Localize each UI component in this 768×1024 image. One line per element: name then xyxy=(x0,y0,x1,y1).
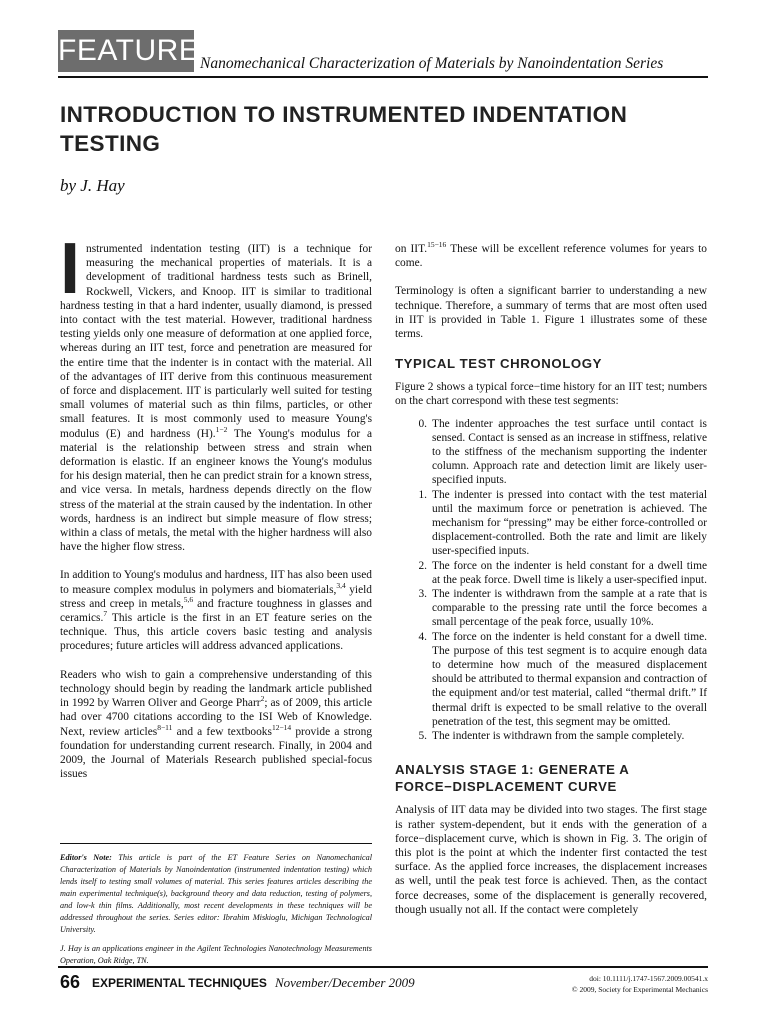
copyright: © 2009, Society for Experimental Mechanics xyxy=(571,985,708,994)
section-heading-analysis: ANALYSIS STAGE 1: GENERATE A FORCE−DISPLACEMENT CURVE xyxy=(395,762,629,795)
right-column xyxy=(395,242,707,931)
chronology-intro: Figure 2 shows a typical force−time history for an IIT test; numbers on the chart correspond with these test segments: xyxy=(395,381,707,408)
list-item: 1. The indenter is pressed into contact with the test material until the maximum force or penetration is achieved. The mechanism for “pressing” may be either force-controlled or displacement-controlled. Both the rate and limit are likely user-specified inputs. xyxy=(418,488,707,558)
intro-paragraph: Instrumented indentation testing (IIT) is a technique for measuring the mechanical properties of materials. It is a development of traditional hardness tests such as Brinell, Rockwell, Vickers, and Knoop. IIT is similar to traditional hardness testing in that a hard indenter, usually diamond, is pressed into contact with the test material. However, traditional hardness testing yields only one measure of deformation at one applied force, whereas during an IIT test, force and penetration are measured for the entire time that the indenter is in contact with the material. All of the advantages of IIT derive from this continuous measurement of force and displacement. IIT is particularly well suited for testing small volumes of material such as thin films, particles, or other small features. It is most commonly used to measure Young's modulus (E) and hardness (H).$^{1-2}$ The Young's modulus for a material is the relationship between stress and strain when deformation is elastic. If an engineer knows the Young's modulus for his design material, then he can predict strain for a known stress, and vice versa. In metals, hardness depends directly on the flow stress of the material at the strain caused by the indentation. In other words, hardness is an indirect but simple measure of flow stress; within a class of metals, the metal with the higher hardness will also have the higher flow stress. xyxy=(60,229,372,554)
list-item: 5. The indenter is withdrawn from the sample completely. xyxy=(418,730,685,743)
footer-rule xyxy=(58,966,708,968)
page-number: 66 xyxy=(60,972,81,992)
doi: doi: 10.1111/j.1747-1567.2009.00541.x xyxy=(589,974,708,983)
list-item: 2. The force on the indenter is held constant for a dwell time at the peak force. Dwell time is likely a user-specified input. xyxy=(418,559,707,586)
test-steps-list xyxy=(395,417,707,744)
list-item: 0. The indenter approaches the test surface until contact is sensed. Contact is sensed as an increase in stiffness, relative to the stiffness of the mechanism supporting the indenter column. Approach rate and detection limit are likely user-specified inputs. xyxy=(418,417,707,487)
feature-label: FEATURE xyxy=(58,30,194,72)
footer-right xyxy=(572,973,708,995)
author-note: J. Hay is an applications engineer in the Agilent Technologies Nanotechnology Measurements Operation, Oak Ridge, TN. xyxy=(60,944,372,965)
article-title: INTRODUCTION TO INSTRUMENTED INDENTATION TESTING xyxy=(60,102,628,156)
footer-left xyxy=(60,972,415,993)
editor-note xyxy=(60,843,372,974)
journal-name: EXPERIMENTAL TECHNIQUES xyxy=(92,975,267,990)
paragraph-readers: Readers who wish to gain a comprehensive understanding of this technology should begin by reading the landmark article published in 1992 by Warren Oliver and George Pharr$^2$; as of 2009, this article had over 4700 citations according to the ISI Web of Knowledge. Next, review articles$^{8-11}$ and a few textbooks$^{12-14}$ provide a strong foundation for understanding current research. Finally, in 2004 and 2009, the Journal of Materials Research published special-focus issues xyxy=(60,668,373,781)
section-heading-chronology: TYPICAL TEST CHRONOLOGY xyxy=(395,356,602,372)
analysis-paragraph: Analysis of IIT data may be divided into two stages. The first stage is rather system-dependent, but it ends with the generation of a force−displacement curve, which is shown in Fig. 3. The origin of this plot is the point at which the indenter first contacted the test surface. As the applied force increases, the displacement increases as well, until the peak test force is achieved. Then, as the contact force decreases, some of the displacement is generally recovered, though usually not all. If the contact were completely xyxy=(395,804,707,916)
left-column xyxy=(60,229,373,795)
series-title: Nanomechanical Characterization of Materials by Nanoindentation Series xyxy=(200,55,664,72)
paragraph-terminology: Terminology is often a significant barrier to understanding a new technique. Therefore, a summary of terms that are most often used in IIT is provided in Table 1. Figure 1 illustrates some of these terms. xyxy=(395,285,707,341)
header-rule xyxy=(58,76,708,78)
drop-cap: I xyxy=(60,229,81,309)
paragraph-applications: In addition to Young's modulus and hardness, IIT has also been used to measure complex modulus in polymers and biomaterials,$^{3,4}$ yield stress and creep in metals,$^{5,6}$ and fracture toughness in glasses and ceramics.$^7$ This article is the first in an ET feature series on the technique. Thus, this article covers basic testing and analysis procedures; future articles will address advanced applications. xyxy=(60,569,372,653)
article-byline: by J. Hay xyxy=(60,176,125,195)
list-item: 4. The force on the indenter is held constant for a dwell time. The purpose of this test segment is to acquire enough data to determine how much of the measured displacement should be attributed to thermal expansion and contraction of the equipment and/or test material, called “thermal drift.” If thermal drift is expected to be small relative to the overall penetration of the test, this segment may be omitted. xyxy=(418,630,707,728)
list-item: 3. The indenter is withdrawn from the sample at a rate that is comparable to the pressing rate until the force becomes a small percentage of the peak force, usually 10%. xyxy=(418,588,707,629)
paragraph-continued: on IIT.$^{15-16}$ These will be excellent reference volumes for years to come. xyxy=(395,240,707,270)
issue-date: November/December 2009 xyxy=(274,974,415,990)
editor-note-label: Editor's Note: xyxy=(60,853,112,862)
editor-note-text: This article is part of the ET Feature Series on Nanomechanical Characterization of Materials by Nanoindentation (instrumented indentation testing) which lends itself to testing small volumes of material. This series features articles describing the main experimental technique(s), background theory and data reduction, testing of polymers, and low-k thin films. Additionally, most recent developments in these techniques will be addressed throughout the series. Series editor: Ibrahim Miskioglu, Michigan Technological University. xyxy=(60,853,372,934)
